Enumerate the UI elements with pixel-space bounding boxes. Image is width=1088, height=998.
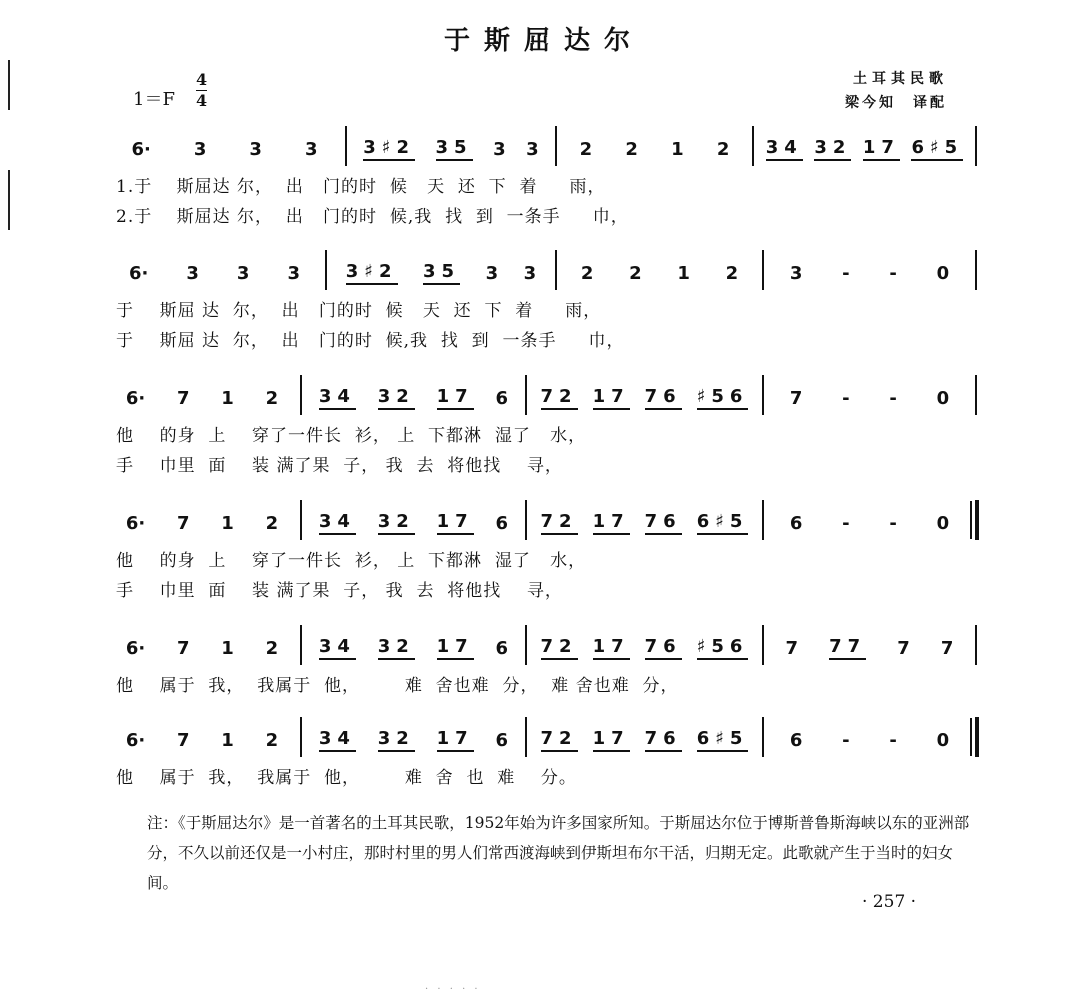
bar-line [975,500,979,540]
note-group: 17 [437,511,474,535]
note-group: 3 [493,138,506,160]
measure [533,725,756,755]
note-group: 6· [125,512,146,534]
note-group: 3 [304,138,318,160]
meter-bottom: 4 [196,91,208,110]
bar-line [975,126,977,166]
note-group: 1 [221,729,234,751]
lyric-line: 2.于 斯屈达 尔， 出 门的时 候,我 找 到 一条手 巾， [116,207,629,227]
scan-artifact: · · · · · [425,984,481,995]
measure [110,134,339,164]
lyric-line: 他 属于 我， 我属于 他， 难 舍也难 分， 难 舍也难 分， [116,676,679,696]
note-group: 2 [265,512,279,534]
bar-line [762,250,764,290]
bar-line [555,250,557,290]
note-group: 6 [495,637,509,659]
note-group: 7 [897,637,910,659]
note-group: 6♯5 [697,511,749,535]
scan-edge-line [8,60,10,110]
note-group: 76 [645,386,682,410]
note-group: 34 [319,386,356,410]
note-group: 3♯2 [363,137,415,161]
note-group: 6 [495,387,509,409]
notation-row [110,134,980,164]
note-group: 32 [378,728,415,752]
lyric-line: 1.于 斯屈达 尔， 出 门的时 候 天 还 下 着 雨， [116,177,606,197]
bar-line [525,500,527,540]
note-group: 0 [936,729,950,751]
note-group: 0 [936,262,950,284]
measure [110,633,294,663]
note-group: 7 [785,637,799,659]
note-group: 6· [125,387,146,409]
bar-line [525,375,527,415]
bar-line [762,717,764,757]
note-group: 76 [645,728,682,752]
note-group: 7 [177,512,190,534]
bar-line [975,375,977,415]
notation-row [110,508,980,538]
note-group: 2 [580,262,594,284]
note-group: 1 [221,387,234,409]
measure [563,134,746,164]
measure [770,508,969,538]
note-group: 72 [541,386,578,410]
page-number: · 257 · [862,892,917,912]
note-group: 35 [436,137,473,161]
note-group: 2 [265,387,279,409]
notation-row [110,383,980,413]
note-group: 2 [265,637,279,659]
bar-line [752,126,754,166]
note-group: 1 [677,262,690,284]
scan-edge-line [8,170,10,230]
notation-row [110,258,980,288]
lyric-line: 手 巾里 面 装 满了果 子， 我 去 将他找 寻， [116,581,563,601]
note-group: 2 [625,138,638,160]
measure [770,258,969,288]
note-group: 2 [265,729,279,751]
measure [308,383,519,413]
note-group: - [842,729,850,751]
bar-line [325,250,327,290]
note-group: 6 [495,512,509,534]
measure [308,725,519,755]
note-group: 34 [319,636,356,660]
notation-row [110,725,980,755]
note-group: 1 [671,138,684,160]
measure [333,258,549,288]
note-group: 6 [789,512,803,534]
note-group: 6· [129,262,149,284]
note-group: 3♯2 [346,261,398,285]
note-group: 2 [579,138,593,160]
lyric-line: 他 属于 我， 我属于 他， 难 舍 也 难 分。 [116,768,577,788]
note-group: 7 [177,729,190,751]
note-group: 2 [716,138,730,160]
note-group: 17 [437,728,474,752]
note-group: 6 [495,729,509,751]
bar-line [762,375,764,415]
bar-line [300,500,302,540]
note-group: 3 [485,262,499,284]
note-group: 17 [593,511,630,535]
note-group: 6♯5 [911,137,963,161]
note-group: - [889,262,897,284]
footnote [147,808,977,898]
measure [770,633,969,663]
note-group: 6· [125,729,146,751]
bar-line [525,625,527,665]
note-group: 1 [221,637,234,659]
measure [308,508,519,538]
note-group: 72 [541,511,578,535]
note-group: 3 [236,262,250,284]
bar-line [555,126,557,166]
note-group: 3 [193,138,207,160]
note-group: 32 [378,511,415,535]
note-group: 3 [789,262,803,284]
note-group: 76 [645,636,682,660]
measure [760,134,969,164]
note-group: 32 [814,137,851,161]
lyric-line: 于 斯屈 达 尔， 出 门的时 候,我 找 到 一条手 巾， [116,331,625,351]
measure [563,258,756,288]
note-group: 17 [593,636,630,660]
note-group: 3 [287,262,300,284]
note-group: 6 [789,729,803,751]
measure [353,134,549,164]
note-group: 1 [221,512,234,534]
note-group: 34 [319,728,356,752]
note-group: 17 [593,728,630,752]
note-group: ♯56 [697,386,749,410]
note-group: 34 [766,137,803,161]
note-group: 6♯5 [697,728,749,752]
lyric-line: 他 的身 上 穿了一件长 衫， 上 下都淋 湿了 水， [116,426,587,446]
bar-line [300,625,302,665]
note-group: 76 [645,511,682,535]
bar-line [300,717,302,757]
note-group: 32 [378,636,415,660]
note-group: 17 [437,636,474,660]
note-group: 3 [526,138,539,160]
note-group: 35 [423,261,460,285]
measure [533,383,756,413]
translator-credit: 梁今知 译配 [845,95,947,111]
note-group: - [842,387,850,409]
measure [770,725,969,755]
note-group: 0 [936,387,950,409]
meter-top: 4 [196,70,208,89]
measure [308,633,519,663]
bar-line [345,126,347,166]
note-group: 7 [177,387,190,409]
note-group: 2 [725,262,739,284]
note-group: - [842,512,850,534]
note-group: - [842,262,850,284]
note-group: 17 [593,386,630,410]
note-group: 32 [378,386,415,410]
note-group: 7 [789,387,803,409]
lyric-line: 他 的身 上 穿了一件长 衫， 上 下都淋 湿了 水， [116,551,587,571]
bar-line [975,717,979,757]
bar-line [975,250,977,290]
note-group: 2 [629,262,642,284]
note-group: 0 [936,512,950,534]
measure [110,383,294,413]
lyric-line: 手 巾里 面 装 满了果 子， 我 去 将他找 寻， [116,456,563,476]
bar-line [300,375,302,415]
note-group: 17 [863,137,900,161]
measure [533,508,756,538]
origin-credit: 土耳其民歌 [853,71,948,87]
note-group: 34 [319,511,356,535]
measure [533,633,756,663]
note-group: 77 [829,636,866,660]
note-group: 6· [125,637,146,659]
bar-line [525,717,527,757]
footnote-text: 注：《于斯屈达尔》是一首著名的土耳其民歌，1952年始为许多国家所知。于斯屈达尔位于博斯普鲁斯海峡以东的亚洲部分，不久以前还仅是一小村庄，那时村里的男人们常西渡海峡到伊斯坦布尔干活，归期无定。此歌就产生于当时的妇女间。 [147,814,970,892]
note-group: 72 [541,636,578,660]
note-group: - [889,512,897,534]
bar-line [975,625,977,665]
measure [110,258,319,288]
bar-line [762,500,764,540]
note-group: 3 [186,262,199,284]
note-group: 72 [541,728,578,752]
measure [770,383,969,413]
measure [110,508,294,538]
note-group: 7 [177,637,190,659]
note-group: - [889,729,897,751]
song-title: 于斯屈达尔 [443,26,644,56]
notation-row [110,633,980,663]
note-group: ♯56 [697,636,749,660]
note-group: 17 [437,386,474,410]
bar-line [762,625,764,665]
note-group: 7 [940,637,954,659]
note-group: 3 [249,138,262,160]
key-signature: 1＝F [133,89,175,110]
note-group: - [889,387,897,409]
note-group: 3 [523,262,537,284]
note-group: 6· [131,138,151,160]
lyric-line: 于 斯屈 达 尔， 出 门的时 候 天 还 下 着 雨， [116,301,602,321]
measure [110,725,294,755]
time-signature [196,70,207,111]
